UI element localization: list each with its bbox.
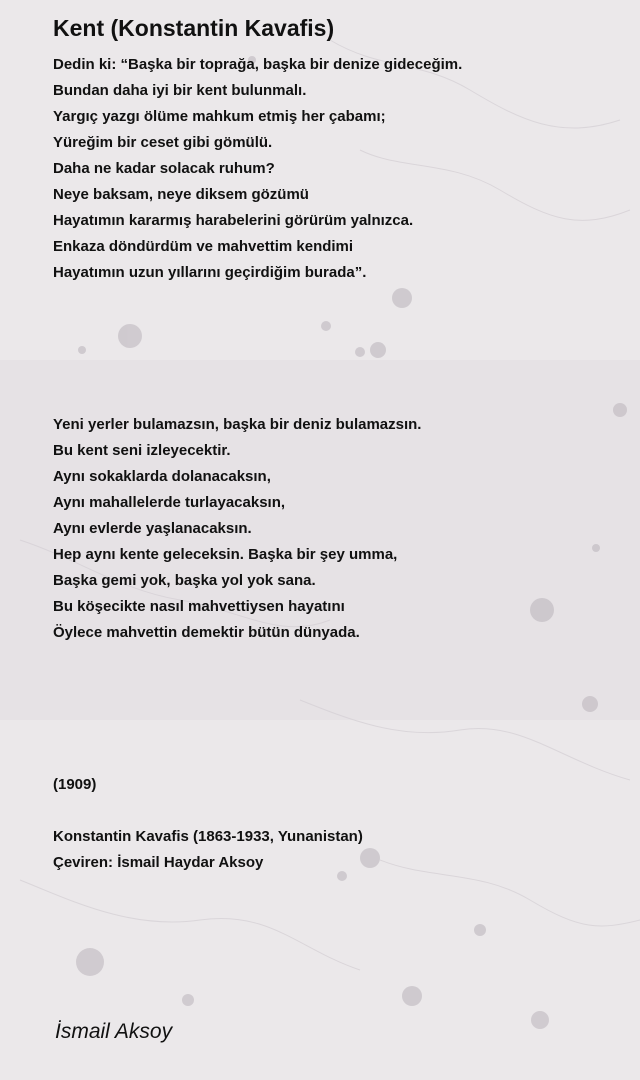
- poem-year: [53, 772, 96, 798]
- poem-line: Bundan daha iyi bir kent bulunmalı.: [53, 82, 307, 99]
- poem-line: Enkaza döndürdüm ve mahvettim kendimi: [53, 238, 354, 255]
- poem-line: Aynı mahallelerde turlayacaksın,: [53, 494, 286, 511]
- poem-line: Bu köşecikte nasıl mahvettiysen hayatını: [53, 598, 345, 615]
- poem-line: Başka gemi yok, başka yol yok sana.: [53, 572, 316, 589]
- author-signature: İsmail Aksoy: [55, 1020, 173, 1043]
- stanza-1: [53, 52, 462, 286]
- poem-line: Aynı evlerde yaşlanacaksın.: [53, 520, 252, 537]
- year-text: (1909): [53, 776, 97, 793]
- poem-line: Bu kent seni izleyecektir.: [53, 442, 231, 459]
- stanza-2: [53, 412, 421, 646]
- poem-line: Neye baksam, neye diksem gözümü: [53, 186, 309, 203]
- poem-line: Hayatımın uzun yıllarını geçirdiğim burada”.: [53, 264, 367, 281]
- translator-line: Çeviren: İsmail Haydar Aksoy: [53, 854, 264, 871]
- poem-line: Daha ne kadar solacak ruhum?: [53, 160, 275, 177]
- poem-line: Hayatımın kararmış harabelerini görürüm yalnızca.: [53, 212, 414, 229]
- poem-line: Yüreğim bir ceset gibi gömülü.: [53, 134, 273, 151]
- poem-credits: [53, 824, 363, 876]
- poem-line: Aynı sokaklarda dolanacaksın,: [53, 468, 271, 485]
- poem-line: Öylece mahvettin demektir bütün dünyada.: [53, 624, 360, 641]
- poem-line: Hep aynı kente geleceksin. Başka bir şey umma,: [53, 546, 398, 563]
- poem-line: Dedin ki: “Başka bir toprağa, başka bir denize gideceğim.: [53, 56, 463, 73]
- poem-line: Yargıç yazgı ölüme mahkum etmiş her çabamı;: [53, 108, 386, 125]
- author-line: Konstantin Kavafis (1863-1933, Yunanistan): [53, 828, 363, 845]
- poem-line: Yeni yerler bulamazsın, başka bir deniz bulamazsın.: [53, 416, 422, 433]
- poem-title: Kent (Konstantin Kavafis): [53, 15, 335, 41]
